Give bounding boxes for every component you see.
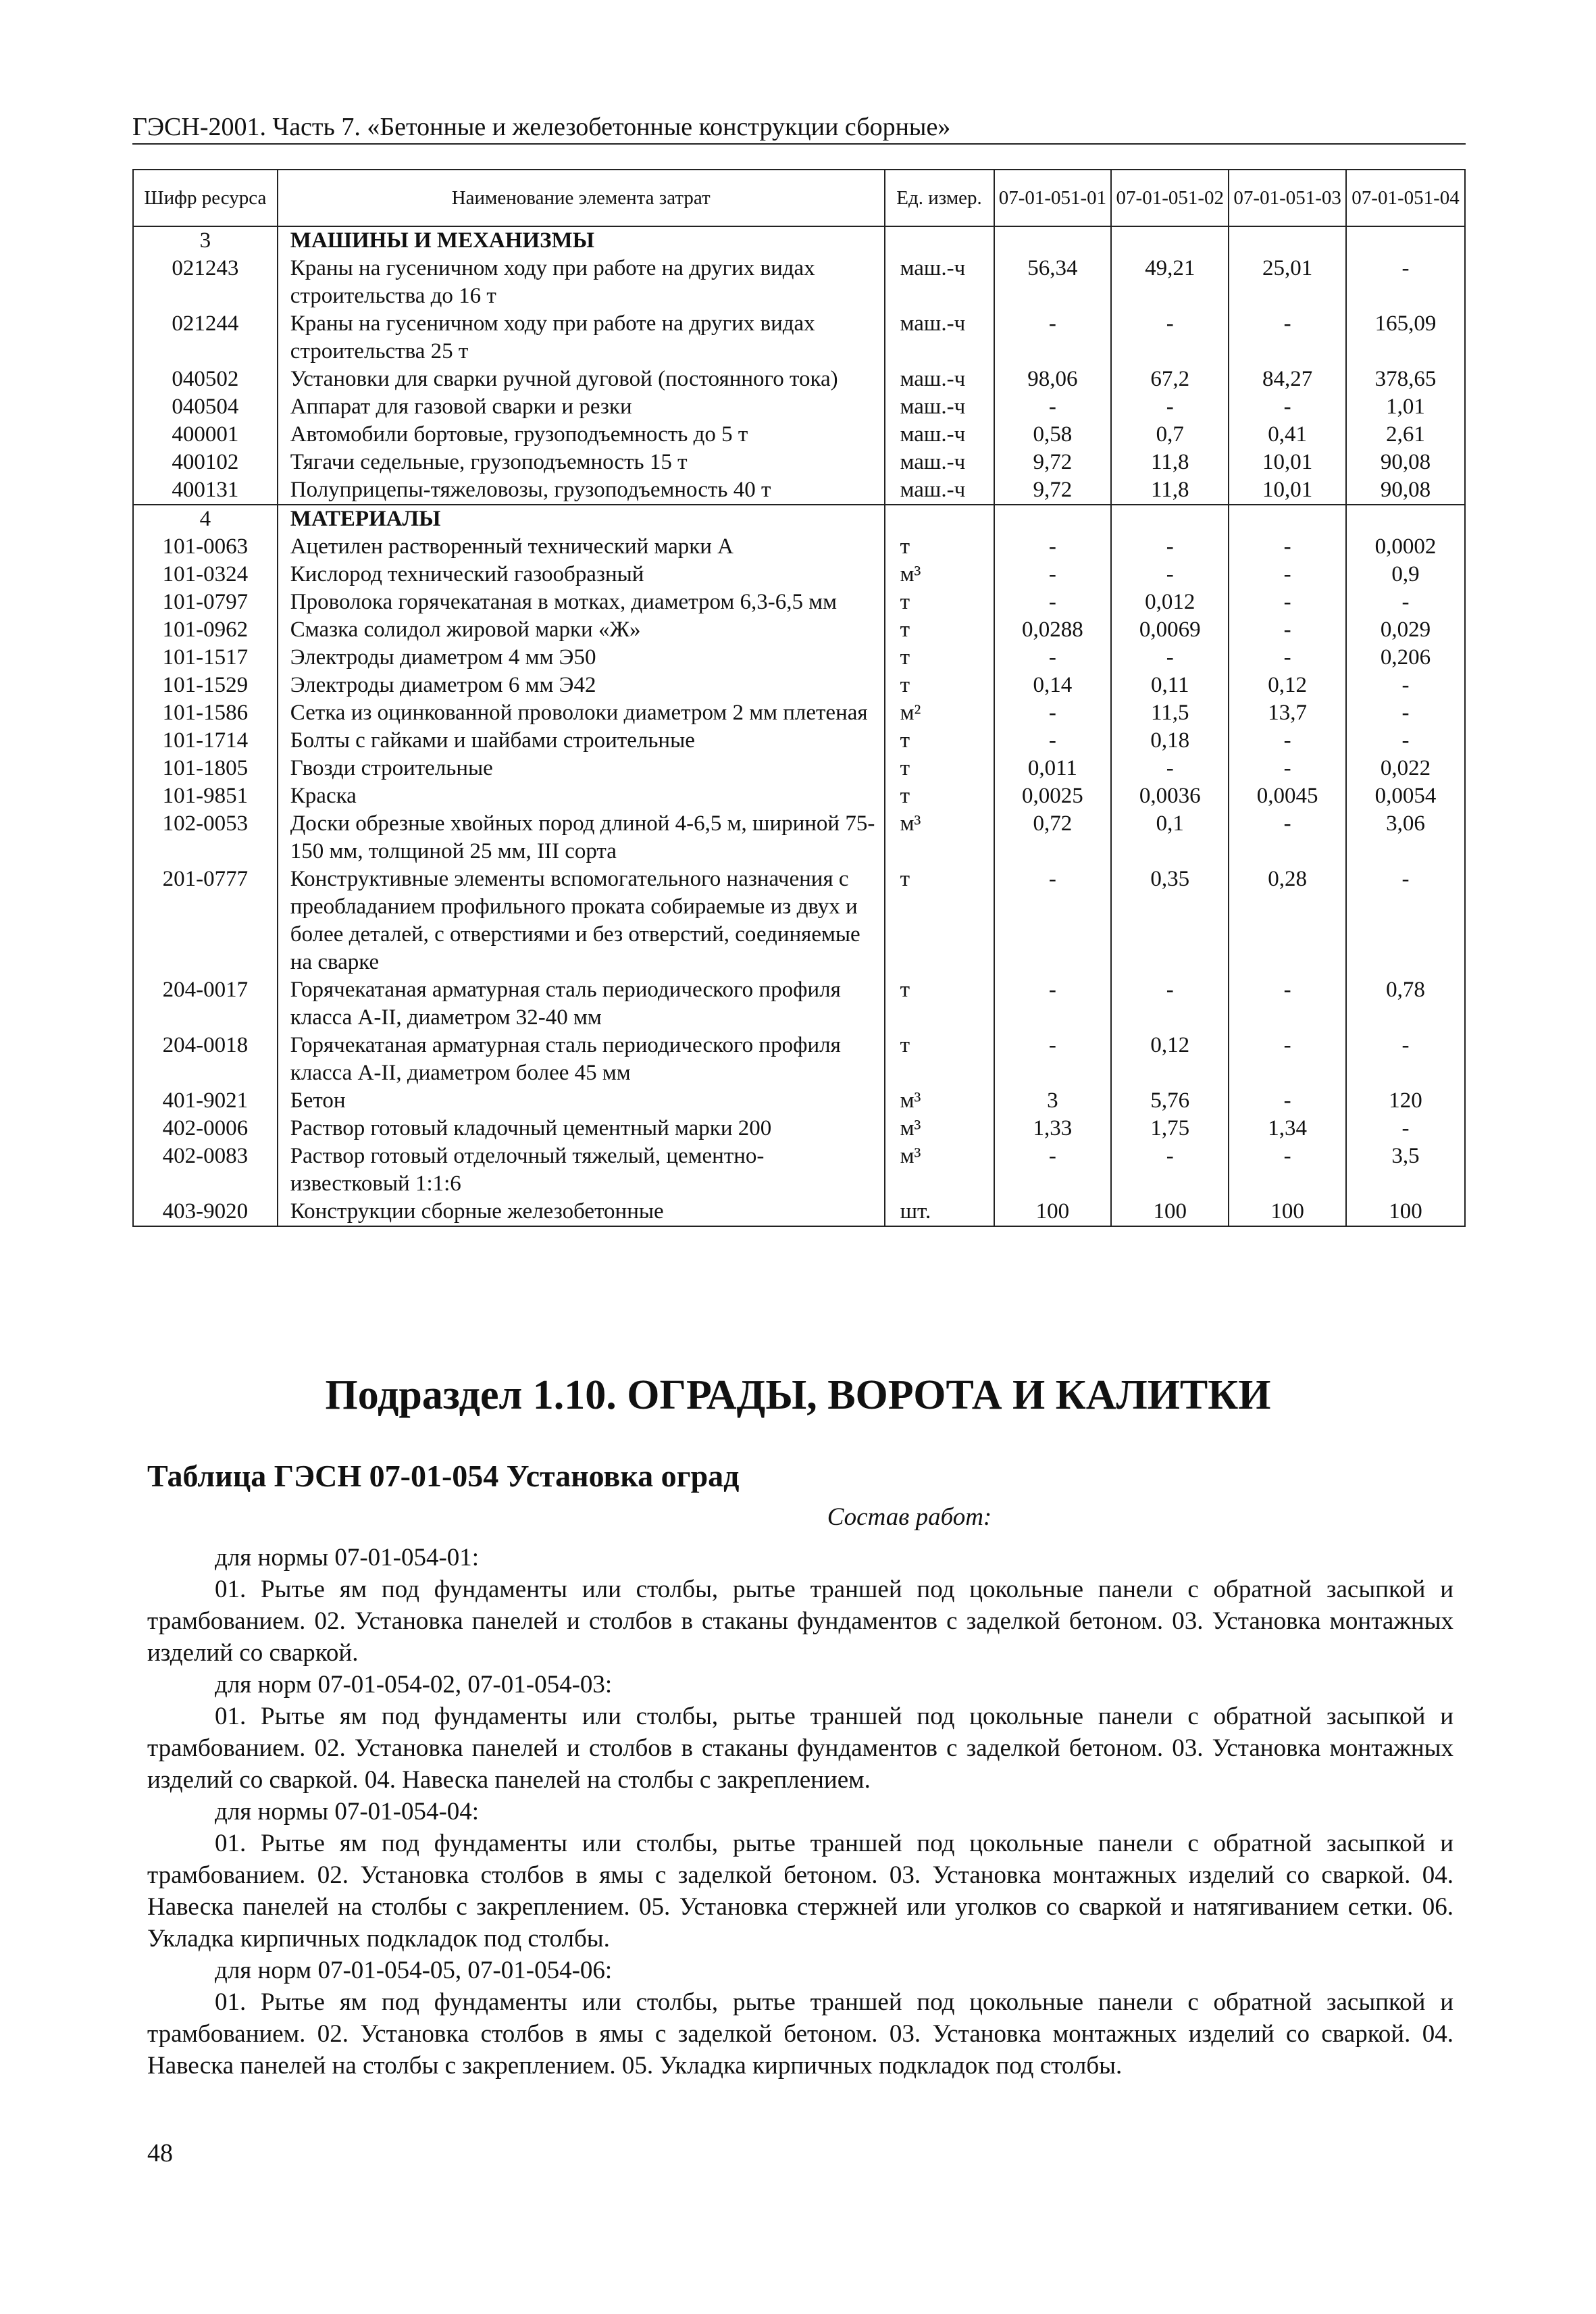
- page-number: 48: [147, 2139, 173, 2167]
- resource-value: -: [1229, 1032, 1346, 1087]
- resource-value: 0,28: [1229, 865, 1346, 976]
- resource-value: 0,0069: [1111, 616, 1229, 644]
- resource-value: -: [1229, 533, 1346, 561]
- resource-code: 101-1805: [133, 755, 278, 782]
- resource-value: -: [1229, 755, 1346, 782]
- empty-cell: [885, 505, 994, 533]
- resource-unit: т: [885, 533, 994, 561]
- empty-cell: [1229, 505, 1346, 533]
- resource-code: 021243: [133, 255, 278, 310]
- resource-value: -: [1346, 672, 1465, 699]
- table-row: [133, 810, 1465, 865]
- table-row: [133, 727, 1465, 755]
- section-row: [133, 226, 1465, 255]
- empty-cell: [994, 226, 1112, 255]
- resource-value: 84,27: [1229, 366, 1346, 393]
- resource-value: 90,08: [1346, 449, 1465, 476]
- table-row: [133, 699, 1465, 727]
- resource-value: 11,8: [1111, 476, 1229, 505]
- resource-name: Ацетилен растворенный технический марки А: [278, 533, 885, 561]
- resource-code: 401-9021: [133, 1087, 278, 1115]
- resource-value: 0,0054: [1346, 782, 1465, 810]
- empty-cell: [1111, 505, 1229, 533]
- work-description: 01. Рытье ям под фундаменты или столбы, рытье траншей под цокольные панели с обратной засыпкой и трамбованием. 02. Установка панелей и столбов в стаканы фундаментов с заделкой бетоном. 03. Установка монтажных изделий со сваркой. 04. Навеска панелей на столбы с закреплением.: [147, 1703, 1453, 1794]
- resource-name: Электроды диаметром 6 мм Э42: [278, 672, 885, 699]
- empty-cell: [1346, 505, 1465, 533]
- resource-unit: т: [885, 1032, 994, 1087]
- resource-value: 0,0036: [1111, 782, 1229, 810]
- resource-code: 201-0777: [133, 865, 278, 976]
- resource-value: -: [1346, 699, 1465, 727]
- resource-name: Конструктивные элементы вспомогательного назначения с преобладанием профильного проката собираемые из двух и более деталей, с отверстиями и без отверстий, соединяемые на сварке: [278, 865, 885, 976]
- resource-value: -: [994, 310, 1112, 366]
- resource-value: 0,14: [994, 672, 1112, 699]
- resource-code: 204-0018: [133, 1032, 278, 1087]
- section-code: 4: [133, 505, 278, 533]
- subsection-title: Подраздел 1.10. ОГРАДЫ, ВОРОТА И КАЛИТКИ: [325, 1372, 1271, 1418]
- resource-value: -: [1346, 1032, 1465, 1087]
- resource-name: Тягачи седельные, грузоподъемность 15 т: [278, 449, 885, 476]
- resource-value: 0,011: [994, 755, 1112, 782]
- resource-unit: т: [885, 616, 994, 644]
- resource-value: -: [994, 644, 1112, 672]
- resource-unit: м²: [885, 699, 994, 727]
- resource-value: -: [994, 727, 1112, 755]
- resource-name: Сетка из оцинкованной проволоки диаметром 2 мм плетеная: [278, 699, 885, 727]
- resource-value: 0,12: [1111, 1032, 1229, 1087]
- resource-code: 101-0962: [133, 616, 278, 644]
- resource-value: 0,0002: [1346, 533, 1465, 561]
- norm-applicability: для нормы 07-01-054-01:: [215, 1544, 480, 1571]
- resource-value: 0,72: [994, 810, 1112, 865]
- resource-code: 101-0063: [133, 533, 278, 561]
- resource-value: 100: [994, 1198, 1112, 1226]
- resource-value: -: [1111, 976, 1229, 1032]
- resource-value: -: [1346, 588, 1465, 616]
- resource-value: -: [1111, 533, 1229, 561]
- empty-cell: [885, 226, 994, 255]
- resource-value: 49,21: [1111, 255, 1229, 310]
- resource-code: 402-0006: [133, 1115, 278, 1142]
- resource-value: 100: [1229, 1198, 1346, 1226]
- resource-value: -: [1229, 1142, 1346, 1198]
- resource-value: -: [994, 561, 1112, 588]
- resource-value: 1,75: [1111, 1115, 1229, 1142]
- resource-unit: т: [885, 672, 994, 699]
- resource-value: -: [1346, 1115, 1465, 1142]
- resource-name: Полуприцепы-тяжеловозы, грузоподъемность 40 т: [278, 476, 885, 505]
- resource-unit: т: [885, 588, 994, 616]
- resource-code: 101-1714: [133, 727, 278, 755]
- header-col3: 07-01-051-03: [1229, 170, 1346, 226]
- table-row: [133, 1087, 1465, 1115]
- resource-value: 9,72: [994, 449, 1112, 476]
- resource-code: 101-0797: [133, 588, 278, 616]
- table-row: [133, 782, 1465, 810]
- table-row: [133, 616, 1465, 644]
- resource-value: -: [1111, 644, 1229, 672]
- resource-value: 0,12: [1229, 672, 1346, 699]
- resource-value: 10,01: [1229, 449, 1346, 476]
- resource-value: -: [1111, 755, 1229, 782]
- table-row: [133, 644, 1465, 672]
- resource-value: 98,06: [994, 366, 1112, 393]
- resource-code: 040504: [133, 393, 278, 421]
- resource-code: 101-0324: [133, 561, 278, 588]
- resource-unit: т: [885, 782, 994, 810]
- resource-value: 3: [994, 1087, 1112, 1115]
- resource-unit: маш.-ч: [885, 255, 994, 310]
- resource-value: -: [994, 865, 1112, 976]
- resource-value: 0,0025: [994, 782, 1112, 810]
- resource-value: 0,41: [1229, 421, 1346, 449]
- resource-value: 100: [1111, 1198, 1229, 1226]
- resource-name: Раствор готовый кладочный цементный марки 200: [278, 1115, 885, 1142]
- table-row: [133, 1142, 1465, 1198]
- resource-code: 101-1517: [133, 644, 278, 672]
- resource-value: -: [994, 1032, 1112, 1087]
- resource-value: -: [1229, 976, 1346, 1032]
- table-row: [133, 421, 1465, 449]
- table-row: [133, 865, 1465, 976]
- resource-name: Аппарат для газовой сварки и резки: [278, 393, 885, 421]
- resource-value: 165,09: [1346, 310, 1465, 366]
- resource-value: 0,012: [1111, 588, 1229, 616]
- resource-unit: маш.-ч: [885, 366, 994, 393]
- section-code: 3: [133, 226, 278, 255]
- resource-value: 0,35: [1111, 865, 1229, 976]
- resource-unit: маш.-ч: [885, 393, 994, 421]
- table-row: [133, 1115, 1465, 1142]
- resource-code: 204-0017: [133, 976, 278, 1032]
- table-row: [133, 1198, 1465, 1226]
- resource-value: -: [1346, 727, 1465, 755]
- table-row: [133, 366, 1465, 393]
- resource-value: 9,72: [994, 476, 1112, 505]
- resource-code: 402-0083: [133, 1142, 278, 1198]
- work-description: 01. Рытье ям под фундаменты или столбы, рытье траншей под цокольные панели с обратной засыпкой и трамбованием. 02. Установка столбов в ямы с заделкой бетоном. 03. Установка монтажных изделий со сваркой. 04. Навеска панелей на столбы с закреплением. 05. Установка стержней или уголков со сваркой и натягиванием сетки. 06. Укладка кирпичных подкладок под столбы.: [147, 1830, 1453, 1953]
- norm-applicability: для нормы 07-01-054-04:: [215, 1798, 480, 1826]
- resource-unit: т: [885, 727, 994, 755]
- resource-value: -: [1229, 588, 1346, 616]
- work-composition: [147, 1542, 1453, 2082]
- resource-unit: м³: [885, 1142, 994, 1198]
- resource-name: Краны на гусеничном ходу при работе на других видах строительства до 16 т: [278, 255, 885, 310]
- header-code: Шифр ресурса: [133, 170, 278, 226]
- work-composition-label: Состав работ:: [827, 1503, 992, 1531]
- resource-value: 11,5: [1111, 699, 1229, 727]
- header-col2: 07-01-051-02: [1111, 170, 1229, 226]
- resource-value: 11,8: [1111, 449, 1229, 476]
- resource-value: -: [1229, 561, 1346, 588]
- resource-value: 25,01: [1229, 255, 1346, 310]
- resource-name: Доски обрезные хвойных пород длиной 4-6,5 м, шириной 75-150 мм, толщиной 25 мм, III сорта: [278, 810, 885, 865]
- resource-code: 101-1586: [133, 699, 278, 727]
- section-title: МАТЕРИАЛЫ: [278, 505, 885, 533]
- table-row: [133, 976, 1465, 1032]
- header-col1: 07-01-051-01: [994, 170, 1112, 226]
- resource-unit: м³: [885, 561, 994, 588]
- section-row: [133, 505, 1465, 533]
- running-header: ГЭСН-2001. Часть 7. «Бетонные и железобетонные конструкции сборные»: [132, 113, 951, 141]
- resource-value: 1,01: [1346, 393, 1465, 421]
- resource-code: 101-1529: [133, 672, 278, 699]
- table-row: [133, 1032, 1465, 1087]
- resource-value: 90,08: [1346, 476, 1465, 505]
- resource-unit: м³: [885, 1087, 994, 1115]
- resource-value: -: [1111, 310, 1229, 366]
- resource-name: Краны на гусеничном ходу при работе на других видах строительства 25 т: [278, 310, 885, 366]
- work-description: 01. Рытье ям под фундаменты или столбы, рытье траншей под цокольные панели с обратной засыпкой и трамбованием. 02. Установка столбов в ямы с заделкой бетоном. 03. Установка монтажных изделий со сваркой. 04. Навеска панелей на столбы с закреплением. 05. Укладка кирпичных подкладок под столбы.: [147, 1988, 1453, 2080]
- resource-value: 378,65: [1346, 366, 1465, 393]
- resource-code: 021244: [133, 310, 278, 366]
- resource-value: -: [1229, 1087, 1346, 1115]
- resource-name: Кислород технический газообразный: [278, 561, 885, 588]
- resource-table: [132, 169, 1466, 1227]
- resource-value: -: [994, 1142, 1112, 1198]
- resource-value: -: [1346, 865, 1465, 976]
- resource-value: 0,58: [994, 421, 1112, 449]
- resource-value: -: [994, 393, 1112, 421]
- resource-value: 1,33: [994, 1115, 1112, 1142]
- empty-cell: [1229, 226, 1346, 255]
- resource-value: 3,5: [1346, 1142, 1465, 1198]
- resource-unit: маш.-ч: [885, 310, 994, 366]
- resource-value: -: [1111, 561, 1229, 588]
- resource-value: -: [1229, 810, 1346, 865]
- table-row: [133, 533, 1465, 561]
- resource-value: -: [1229, 644, 1346, 672]
- resource-value: 0,029: [1346, 616, 1465, 644]
- resource-value: -: [1111, 1142, 1229, 1198]
- resource-value: 0,78: [1346, 976, 1465, 1032]
- table-title: Таблица ГЭСН 07-01-054 Установка оград: [147, 1459, 740, 1493]
- resource-name: Конструкции сборные железобетонные: [278, 1198, 885, 1226]
- section-title: МАШИНЫ И МЕХАНИЗМЫ: [278, 226, 885, 255]
- norm-applicability: для норм 07-01-054-05, 07-01-054-06:: [215, 1957, 613, 1984]
- resource-value: 3,06: [1346, 810, 1465, 865]
- resource-name: Болты с гайками и шайбами строительные: [278, 727, 885, 755]
- resource-code: 400131: [133, 476, 278, 505]
- resource-name: Раствор готовый отделочный тяжелый, цементно-известковый 1:1:6: [278, 1142, 885, 1198]
- resource-value: 0,206: [1346, 644, 1465, 672]
- table-row: [133, 561, 1465, 588]
- resource-name: Горячекатаная арматурная сталь периодического профиля класса А-II, диаметром 32-40 мм: [278, 976, 885, 1032]
- resource-code: 040502: [133, 366, 278, 393]
- resource-unit: т: [885, 976, 994, 1032]
- resource-value: 0,7: [1111, 421, 1229, 449]
- resource-name: Гвозди строительные: [278, 755, 885, 782]
- empty-cell: [1346, 226, 1465, 255]
- table-row: [133, 449, 1465, 476]
- resource-value: 56,34: [994, 255, 1112, 310]
- resource-name: Электроды диаметром 4 мм Э50: [278, 644, 885, 672]
- resource-value: 1,34: [1229, 1115, 1346, 1142]
- resource-value: 2,61: [1346, 421, 1465, 449]
- resource-value: 67,2: [1111, 366, 1229, 393]
- header-col4: 07-01-051-04: [1346, 170, 1465, 226]
- resource-value: 10,01: [1229, 476, 1346, 505]
- resource-value: 0,11: [1111, 672, 1229, 699]
- resource-code: 400102: [133, 449, 278, 476]
- resource-value: 0,18: [1111, 727, 1229, 755]
- resource-value: 0,9: [1346, 561, 1465, 588]
- resource-unit: м³: [885, 1115, 994, 1142]
- resource-unit: т: [885, 755, 994, 782]
- resource-value: -: [1229, 616, 1346, 644]
- resource-name: Горячекатаная арматурная сталь периодического профиля класса А-II, диаметром более 45 мм: [278, 1032, 885, 1087]
- resource-value: -: [1229, 310, 1346, 366]
- resource-value: 0,0288: [994, 616, 1112, 644]
- resource-value: 13,7: [1229, 699, 1346, 727]
- resource-value: -: [1229, 727, 1346, 755]
- resource-name: Смазка солидол жировой марки «Ж»: [278, 616, 885, 644]
- table-row: [133, 672, 1465, 699]
- resource-name: Установки для сварки ручной дуговой (постоянного тока): [278, 366, 885, 393]
- table-row: [133, 393, 1465, 421]
- resource-value: 100: [1346, 1198, 1465, 1226]
- resource-name: Проволока горячекатаная в мотках, диаметром 6,3-6,5 мм: [278, 588, 885, 616]
- resource-name: Бетон: [278, 1087, 885, 1115]
- header-name: Наименование элемента затрат: [278, 170, 885, 226]
- norm-applicability: для норм 07-01-054-02, 07-01-054-03:: [215, 1671, 613, 1699]
- resource-value: -: [1111, 393, 1229, 421]
- resource-unit: т: [885, 644, 994, 672]
- resource-code: 101-9851: [133, 782, 278, 810]
- resource-value: -: [994, 976, 1112, 1032]
- empty-cell: [1111, 226, 1229, 255]
- resource-value: 0,0045: [1229, 782, 1346, 810]
- resource-value: 0,022: [1346, 755, 1465, 782]
- resource-name: Автомобили бортовые, грузоподъемность до 5 т: [278, 421, 885, 449]
- resource-name: Краска: [278, 782, 885, 810]
- resource-value: -: [994, 699, 1112, 727]
- resource-value: -: [994, 533, 1112, 561]
- header-rule: [132, 143, 1466, 145]
- resource-code: 102-0053: [133, 810, 278, 865]
- resource-unit: маш.-ч: [885, 449, 994, 476]
- resource-code: 400001: [133, 421, 278, 449]
- resource-value: -: [994, 588, 1112, 616]
- resource-value: 5,76: [1111, 1087, 1229, 1115]
- resource-value: -: [1229, 393, 1346, 421]
- resource-value: -: [1346, 255, 1465, 310]
- table-row: [133, 476, 1465, 505]
- table-row: [133, 755, 1465, 782]
- empty-cell: [994, 505, 1112, 533]
- resource-value: 120: [1346, 1087, 1465, 1115]
- resource-unit: м³: [885, 810, 994, 865]
- resource-value: 0,1: [1111, 810, 1229, 865]
- table-header-row: [133, 170, 1465, 226]
- work-description: 01. Рытье ям под фундаменты или столбы, рытье траншей под цокольные панели с обратной засыпкой и трамбованием. 02. Установка панелей и столбов в стаканы фундаментов с заделкой бетоном. 03. Установка монтажных изделий со сваркой.: [147, 1576, 1453, 1667]
- resource-unit: т: [885, 865, 994, 976]
- resource-code: 403-9020: [133, 1198, 278, 1226]
- table-row: [133, 255, 1465, 310]
- resource-unit: маш.-ч: [885, 421, 994, 449]
- resource-unit: шт.: [885, 1198, 994, 1226]
- resource-unit: маш.-ч: [885, 476, 994, 505]
- header-unit: Ед. измер.: [885, 170, 994, 226]
- table-row: [133, 588, 1465, 616]
- table-row: [133, 310, 1465, 366]
